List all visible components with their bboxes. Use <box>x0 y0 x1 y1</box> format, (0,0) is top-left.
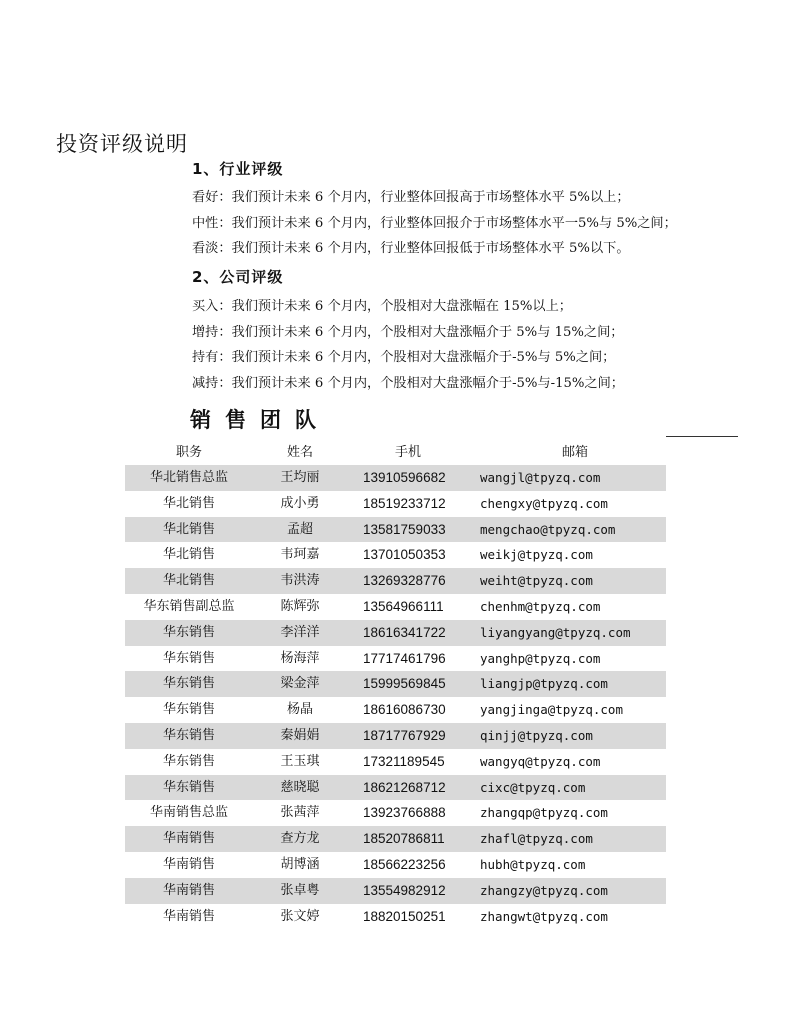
email-cell: hubh@tpyzq.com <box>480 856 586 872</box>
header-email: 邮箱 <box>561 445 588 460</box>
name-cell: 查方龙 <box>280 831 320 847</box>
name-cell: 张茜萍 <box>280 805 320 821</box>
email-cell: zhafl@tpyzq.com <box>480 831 593 847</box>
table-row <box>125 465 666 491</box>
name-cell: 梁金萍 <box>280 676 320 692</box>
name-cell: 王均丽 <box>280 470 320 485</box>
email-cell: chengxy@tpyzq.com <box>480 495 608 511</box>
company-rating-item: 买入：我们预计未来 6 个月内，个股相对大盘涨幅在 15%以上； <box>192 299 572 314</box>
title-divider <box>666 436 738 437</box>
role-cell: 华北销售 <box>162 547 215 563</box>
role-cell: 华北销售 <box>162 495 215 511</box>
email-cell: chenhm@tpyzq.com <box>480 598 601 614</box>
industry-rating-item: 看好：我们预计未来 6 个月内，行业整体回报高于市场整体水平 5%以上； <box>192 190 630 205</box>
email-cell: liangjp@tpyzq.com <box>480 676 608 692</box>
phone-cell: 13581759033 <box>363 521 446 537</box>
phone-cell: 13701050353 <box>363 547 446 563</box>
table-row <box>125 800 666 826</box>
role-cell: 华东销售副总监 <box>143 598 235 614</box>
table-row <box>125 826 666 852</box>
name-cell: 杨海萍 <box>280 650 320 666</box>
role-cell: 华东销售 <box>162 702 215 718</box>
company-rating-item: 增持：我们预计未来 6 个月内，个股相对大盘涨幅介于 5%与 15%之间； <box>192 324 624 340</box>
name-cell: 张文婷 <box>280 908 320 924</box>
email-cell: liyangyang@tpyzq.com <box>480 624 631 640</box>
table-row <box>125 697 666 723</box>
phone-cell: 15999569845 <box>363 676 446 692</box>
table-row <box>125 775 666 801</box>
email-cell: mengchao@tpyzq.com <box>480 521 616 537</box>
email-cell: zhangqp@tpyzq.com <box>480 805 608 821</box>
phone-cell: 18519233712 <box>363 495 446 511</box>
email-cell: yangjinga@tpyzq.com <box>480 702 623 718</box>
role-cell: 华南销售 <box>162 856 215 872</box>
company-rating-item: 减持：我们预计未来 6 个月内，个股相对大盘涨幅介于-5%与-15%之间； <box>192 375 624 391</box>
name-cell: 秦娟娟 <box>280 727 320 743</box>
role-cell: 华东销售 <box>162 650 215 666</box>
email-cell: cixc@tpyzq.com <box>480 779 586 795</box>
name-cell: 张卓粤 <box>280 882 320 898</box>
email-cell: zhangzy@tpyzq.com <box>480 882 608 898</box>
header-role: 职务 <box>175 445 202 460</box>
industry-rating-item: 看淡：我们预计未来 6 个月内，行业整体回报低于市场整体水平 5%以下。 <box>192 241 630 256</box>
table-row <box>125 542 666 568</box>
email-cell: yanghp@tpyzq.com <box>480 650 601 666</box>
role-cell: 华东销售 <box>162 727 215 743</box>
phone-cell: 18616086730 <box>363 702 446 718</box>
industry-rating-item: 中性：我们预计未来 6 个月内，行业整体回报介于市场整体水平一5%与 5%之间； <box>192 215 677 231</box>
phone-cell: 18717767929 <box>363 727 446 743</box>
table-row <box>125 491 666 517</box>
table-row <box>125 723 666 749</box>
rating-title: 投资评级说明 <box>56 132 188 156</box>
role-cell: 华南销售 <box>162 831 215 847</box>
phone-cell: 13564966111 <box>363 598 444 614</box>
email-cell: weikj@tpyzq.com <box>480 547 593 563</box>
name-cell: 胡博涵 <box>280 856 320 872</box>
table-row <box>125 878 666 904</box>
company-rating-list <box>192 294 624 396</box>
phone-cell: 18820150251 <box>363 908 446 924</box>
name-cell: 慈晓聪 <box>280 779 320 795</box>
industry-rating-heading: 1、行业评级 <box>192 160 284 178</box>
name-cell: 韦珂嘉 <box>280 547 320 563</box>
name-cell: 成小勇 <box>280 495 320 511</box>
phone-cell: 18520786811 <box>363 831 445 847</box>
email-cell: zhangwt@tpyzq.com <box>480 908 608 924</box>
role-cell: 华南销售 <box>162 908 215 924</box>
phone-cell: 17717461796 <box>363 650 446 666</box>
name-cell: 孟超 <box>286 521 313 537</box>
email-cell: wangyq@tpyzq.com <box>480 753 601 769</box>
sales-team-title: 销售团队 <box>190 408 330 432</box>
role-cell: 华东销售 <box>162 753 215 769</box>
role-cell: 华北销售 <box>162 521 215 537</box>
name-cell: 王玉琪 <box>280 753 320 769</box>
industry-rating-list <box>192 185 677 262</box>
email-cell: qinjj@tpyzq.com <box>480 727 593 743</box>
table-row <box>125 904 666 930</box>
email-cell: weiht@tpyzq.com <box>480 573 593 589</box>
table-row <box>125 749 666 775</box>
role-cell: 华北销售总监 <box>149 470 228 485</box>
table-row <box>125 517 666 543</box>
role-cell: 华东销售 <box>162 676 215 692</box>
role-cell: 华北销售 <box>162 573 215 589</box>
phone-cell: 13269328776 <box>363 573 446 589</box>
table-row <box>125 594 666 620</box>
sales-team-table <box>125 465 666 929</box>
phone-cell: 18566223256 <box>363 856 446 872</box>
phone-cell: 18621268712 <box>363 779 446 795</box>
phone-cell: 17321189545 <box>363 753 445 769</box>
name-cell: 杨晶 <box>286 702 313 718</box>
header-name: 姓名 <box>286 445 313 460</box>
name-cell: 韦洪涛 <box>280 573 320 589</box>
phone-cell: 13923766888 <box>363 805 446 821</box>
phone-cell: 13910596682 <box>363 470 446 485</box>
table-row <box>125 620 666 646</box>
company-rating-item: 持有：我们预计未来 6 个月内，个股相对大盘涨幅介于-5%与 5%之间； <box>192 350 616 365</box>
phone-cell: 18616341722 <box>363 624 446 640</box>
company-rating-heading: 2、公司评级 <box>192 268 284 286</box>
role-cell: 华南销售总监 <box>149 805 228 821</box>
role-cell: 华东销售 <box>162 779 215 795</box>
phone-cell: 13554982912 <box>363 882 446 898</box>
role-cell: 华南销售 <box>162 882 215 898</box>
table-row <box>125 852 666 878</box>
team-table-header <box>125 442 666 464</box>
email-cell: wangjl@tpyzq.com <box>480 470 601 485</box>
table-row <box>125 671 666 697</box>
name-cell: 李洋洋 <box>280 624 320 640</box>
table-row <box>125 568 666 594</box>
name-cell: 陈辉弥 <box>280 598 320 614</box>
header-phone: 手机 <box>394 445 421 460</box>
role-cell: 华东销售 <box>162 624 215 640</box>
table-row <box>125 646 666 672</box>
